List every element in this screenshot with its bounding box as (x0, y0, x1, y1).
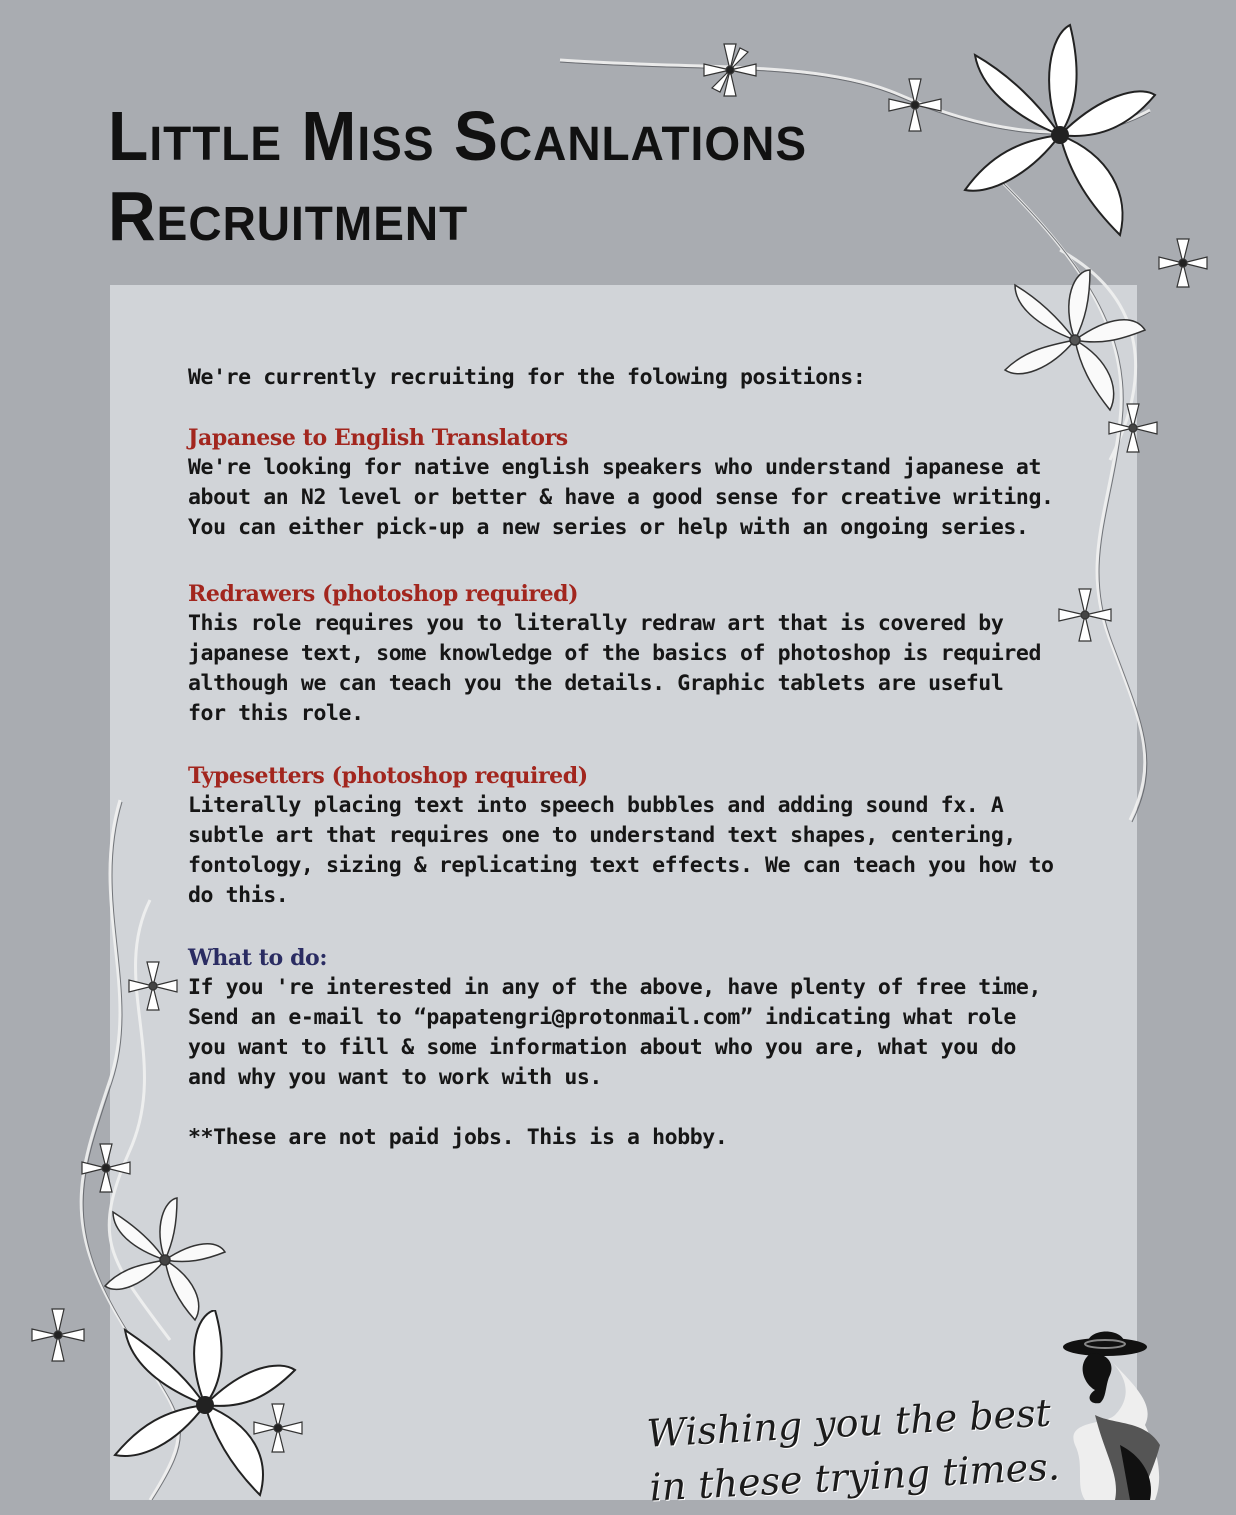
section-text-line: You can either pick-up a new series or help with an ongoing series. (188, 515, 1029, 540)
intro-text: We're currently recruiting for the folowing positions: (188, 365, 866, 390)
section-text-line: If you 're interested in any of the above, have plenty of free time, (188, 975, 1041, 1000)
title-line-1: Little Miss Scanlations (108, 97, 808, 175)
title-line-2: Recruitment (108, 176, 469, 255)
signoff-line-1: Wishing you the best (645, 1390, 1052, 1456)
section-text-line: This role requires you to literally redraw art that is covered by (188, 611, 1004, 636)
section-heading-redrawers: Redrawers (photoshop required) (188, 581, 579, 607)
lily-flower-icon (1155, 235, 1211, 291)
section-heading-translators: Japanese to English Translators (188, 425, 568, 451)
section-text-line: although we can teach you the details. Graphic tablets are useful (188, 671, 1004, 696)
section-heading-what-to-do: What to do: (188, 945, 328, 971)
section-text-line: Send an e-mail to “papatengri@protonmail.com” indicating what role (188, 1005, 1016, 1030)
section-text-line: and why you want to work with us. (188, 1065, 602, 1090)
section-text-line: about an N2 level or better & have a good sense for creative writing. (188, 485, 1054, 510)
lily-flower-icon (885, 75, 945, 135)
page-title (108, 96, 807, 256)
section-text-line: We're looking for native english speakers who understand japanese at (188, 455, 1041, 480)
section-heading-typesetters: Typesetters (photoshop required) (188, 763, 588, 789)
disclaimer-note: **These are not paid jobs. This is a hobby. (188, 1125, 728, 1150)
section-text-line: japanese text, some knowledge of the basics of photoshop is required (188, 641, 1041, 666)
recruitment-content (188, 363, 1088, 1153)
signoff-line-2: in these trying times. (648, 1444, 1061, 1510)
section-text-line: Literally placing text into speech bubbles and adding sound fx. A (188, 793, 1004, 818)
section-text-line: subtle art that requires one to understand text shapes, centering, (188, 823, 1016, 848)
signoff-message (645, 1385, 1061, 1514)
section-text-line: fontology, sizing & replicating text effects. We can teach you how to (188, 853, 1054, 878)
lily-flower-icon (960, 20, 1160, 250)
section-text-line: you want to fill & some information about who you are, what you do (188, 1035, 1016, 1060)
lily-flower-icon (700, 40, 760, 100)
section-text-line: for this role. (188, 701, 364, 726)
lily-flower-icon (28, 1305, 88, 1365)
section-text-line: do this. (188, 883, 289, 908)
